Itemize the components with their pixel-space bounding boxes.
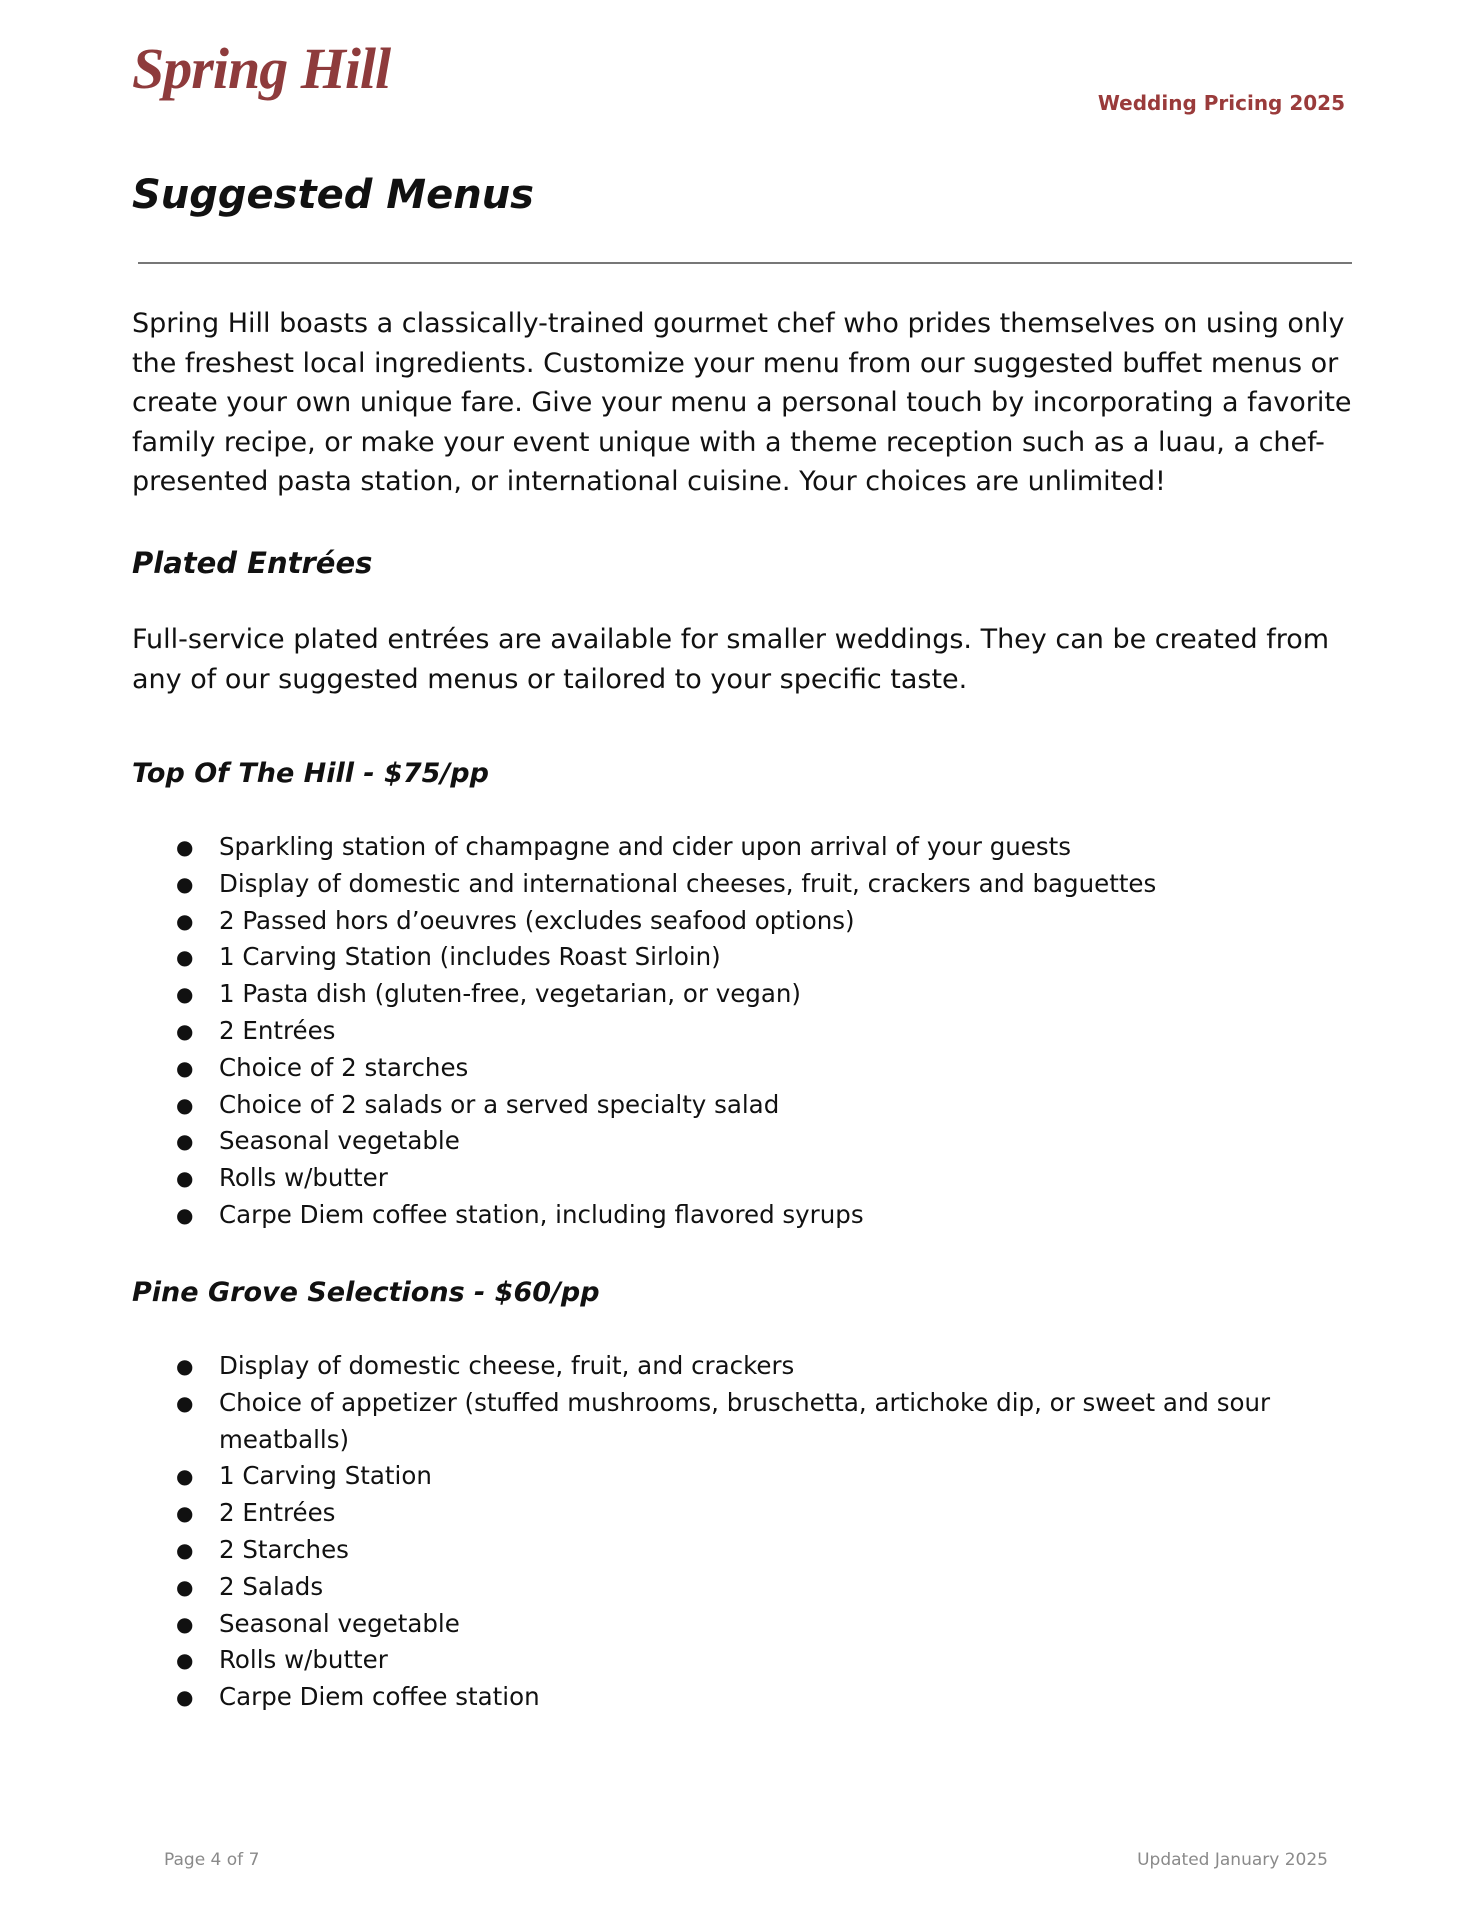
plated-entrees-text: Full-service plated entrées are available for smaller weddings. They can be created from any of our suggested menus or tailored to your specific taste. xyxy=(132,624,1330,695)
list-item: ● Choice of appetizer (stuffed mushrooms, bruschetta, artichoke dip, or sweet and sour meatballs) xyxy=(176,1385,1326,1459)
list-item: ● Rolls w/butter xyxy=(176,1642,1326,1679)
list-item: ● 1 Carving Station xyxy=(176,1458,1326,1495)
updated-date: Updated January 2025 xyxy=(1137,1850,1328,1870)
list-item: ● 2 Entrées xyxy=(176,1495,1326,1532)
spring-hill-logo: Spring Hill xyxy=(132,36,391,101)
plated-entrees-heading: Plated Entrées xyxy=(132,546,373,580)
menu-list-pine-grove xyxy=(176,1348,1326,1716)
list-item: ● Choice of 2 salads or a served specialty salad xyxy=(176,1087,1326,1124)
list-item: ● 2 Passed hors d’oeuvres (excludes seafood options) xyxy=(176,903,1326,940)
list-item: ● 2 Starches xyxy=(176,1532,1326,1569)
list-item: ● 2 Salads xyxy=(176,1569,1326,1606)
title-divider xyxy=(138,262,1352,264)
menu-heading-pine-grove: Pine Grove Selections - $60/pp xyxy=(132,1277,600,1308)
list-item: ● 1 Pasta dish (gluten-free, vegetarian, or vegan) xyxy=(176,976,1326,1013)
list-item: ● Sparkling station of champagne and cider upon arrival of your guests xyxy=(176,829,1326,866)
list-item: ● Rolls w/butter xyxy=(176,1160,1326,1197)
list-item: ● 1 Carving Station (includes Roast Sirloin) xyxy=(176,939,1326,976)
list-item: ● Seasonal vegetable xyxy=(176,1123,1326,1160)
page-number: Page 4 of 7 xyxy=(164,1850,260,1870)
list-item: ● Seasonal vegetable xyxy=(176,1606,1326,1643)
menu-list-top-of-the-hill xyxy=(176,829,1326,1234)
page-title: Suggested Menus xyxy=(132,172,534,218)
list-item: ● Carpe Diem coffee station, including flavored syrups xyxy=(176,1197,1326,1234)
list-item: ● Carpe Diem coffee station xyxy=(176,1679,1326,1716)
header-label: Wedding Pricing 2025 xyxy=(1097,91,1345,115)
list-item: ● 2 Entrées xyxy=(176,1013,1326,1050)
list-item: ● Display of domestic cheese, fruit, and crackers xyxy=(176,1348,1326,1385)
list-item: ● Display of domestic and international cheeses, fruit, crackers and baguettes xyxy=(176,866,1326,903)
list-item: ● Choice of 2 starches xyxy=(176,1050,1326,1087)
intro-paragraph: Spring Hill boasts a classically-trained gourmet chef who prides themselves on using only the freshest local ingredients. Customize your menu from our suggested buffet menus or create your own unique fare. Give your menu a personal touch by incorporating a favorite family recipe, or make your event unique with a theme reception such as a luau, a chef-presented pasta station, or international cuisine. Your choices are unlimited! xyxy=(132,308,1352,497)
menu-heading-top-of-the-hill: Top Of The Hill - $75/pp xyxy=(132,758,489,789)
